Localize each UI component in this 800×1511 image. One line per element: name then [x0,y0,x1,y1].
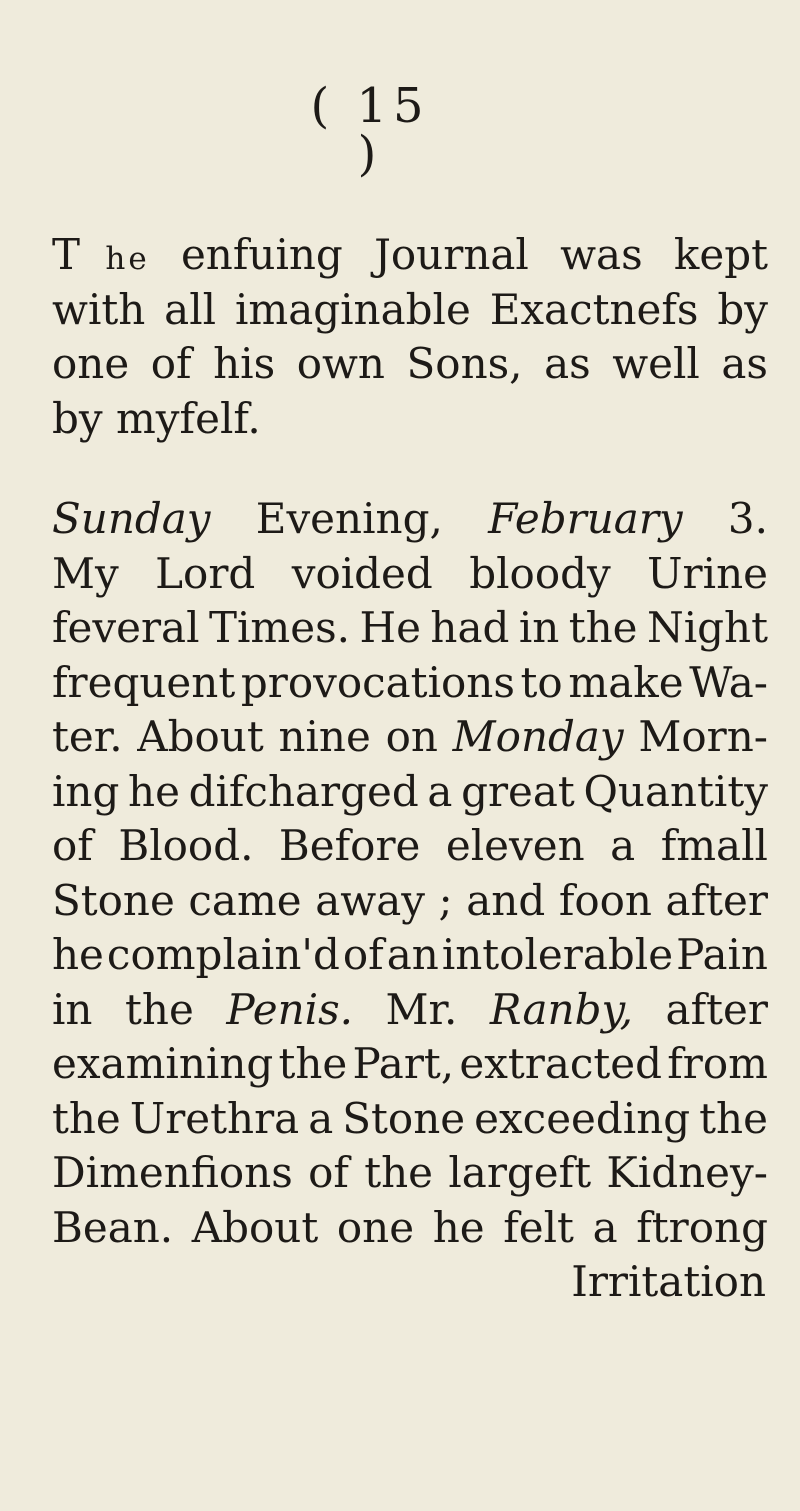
text-line [52,392,768,447]
word: after [665,984,768,1034]
word: bloody [469,548,611,598]
word: ing [52,766,120,816]
text-line [52,547,768,602]
word: a [427,766,453,816]
word: Pain [676,930,768,979]
word: as [721,339,768,388]
word: About [137,712,264,761]
word: Lord [155,548,256,598]
text-line [52,710,768,765]
word: came [188,875,302,925]
word: had [430,603,510,652]
text-line [52,492,768,547]
word: frequent [52,657,236,707]
word: of [52,821,93,870]
word: enfuing [180,230,343,279]
word: the [568,603,638,652]
paragraph-gap [52,446,768,492]
word: own [296,339,385,388]
word: Times. [208,603,351,652]
word: Penis. [226,984,353,1034]
word: a [610,821,636,870]
word: ter. [52,712,123,761]
word: imaginable [234,284,471,334]
word: one [52,339,130,388]
text-line [52,1037,768,1092]
word: 3. [727,494,768,543]
word: voided [291,548,433,598]
word: Stone [342,1093,466,1143]
word: the [52,1093,121,1143]
word: ftrong [636,1202,768,1252]
text-line [52,1201,768,1256]
word: after [665,875,768,925]
word: by [717,284,768,334]
word: He [359,603,421,652]
word: fmall [660,821,768,870]
word: to [520,657,563,707]
word: the [699,1093,768,1143]
word: in [52,984,93,1034]
word: the [278,1039,348,1088]
word: Sons, [406,339,523,388]
word: great [461,766,575,816]
word: of [150,339,192,388]
word: Dimenfions [52,1148,293,1197]
word: all [164,284,217,334]
word: T he [52,230,150,279]
word: feveral [52,603,200,652]
word: My [52,548,119,598]
word: intolerable [441,930,674,979]
word: Part, [352,1039,455,1088]
word: Night [646,603,768,652]
text-line [52,283,768,338]
word: in [518,603,560,652]
catchword: Irritation [571,1257,766,1306]
text-line [52,1146,768,1201]
word: Ranby, [489,984,633,1034]
word: of [308,1148,349,1197]
word: a [308,1093,334,1143]
word: About [191,1202,319,1252]
text-line [52,765,768,820]
word: Quantity [583,766,768,816]
text-line [52,228,768,283]
text-line [52,1092,768,1147]
word: Monday [452,712,624,761]
word: away [315,875,425,925]
word: complain'd [106,930,340,979]
word: and [466,875,546,925]
text-block [52,228,768,1310]
word: ; [438,875,453,925]
word: foon [558,875,652,925]
word: the [125,984,194,1034]
text-line [52,337,768,392]
word: well [612,339,700,388]
word: he [128,766,180,816]
word: provocations [240,657,515,707]
word: an [386,930,439,979]
word: exceeding [474,1093,691,1143]
word: Journal [374,230,529,279]
word: Bean. [52,1202,174,1252]
word: as [544,339,591,388]
word: felt [503,1202,574,1252]
word: by [52,393,103,443]
word: he [432,1202,485,1252]
word: of [342,930,384,979]
word: kept [673,230,768,279]
word: Urine [647,548,768,598]
word: myfelf. [115,393,261,443]
word: difcharged [188,766,419,816]
word: Stone [52,875,175,925]
text-line [52,983,768,1038]
word: the [364,1148,434,1197]
word: from [667,1039,768,1088]
word: was [560,230,643,279]
word: Urethra [129,1093,300,1143]
word: Wa- [689,657,768,707]
text-line [52,601,768,656]
word: Kidney- [606,1148,768,1197]
word: with [52,284,146,334]
word: on [385,712,438,761]
word: February [488,494,683,543]
word: make [568,657,684,707]
text-line [52,656,768,711]
word: he [52,930,104,979]
word: Sunday [52,494,211,543]
word: eleven [445,821,585,870]
word: Blood. [118,821,254,870]
word: nine [278,712,371,761]
text-line [52,928,768,983]
text-line [52,819,768,874]
word: examining [52,1039,274,1088]
word: one [336,1202,415,1252]
word: Before [278,821,421,870]
word: Evening, [255,494,443,543]
word: Morn- [638,712,768,761]
page-number: ( 15 ) [310,78,430,182]
word: a [592,1202,618,1252]
word: largeft [448,1148,592,1197]
word: Mr. [385,984,458,1034]
text-line [52,874,768,929]
word: his [213,339,276,388]
word: extracted [459,1039,663,1088]
word: Exactnefs [489,284,699,334]
